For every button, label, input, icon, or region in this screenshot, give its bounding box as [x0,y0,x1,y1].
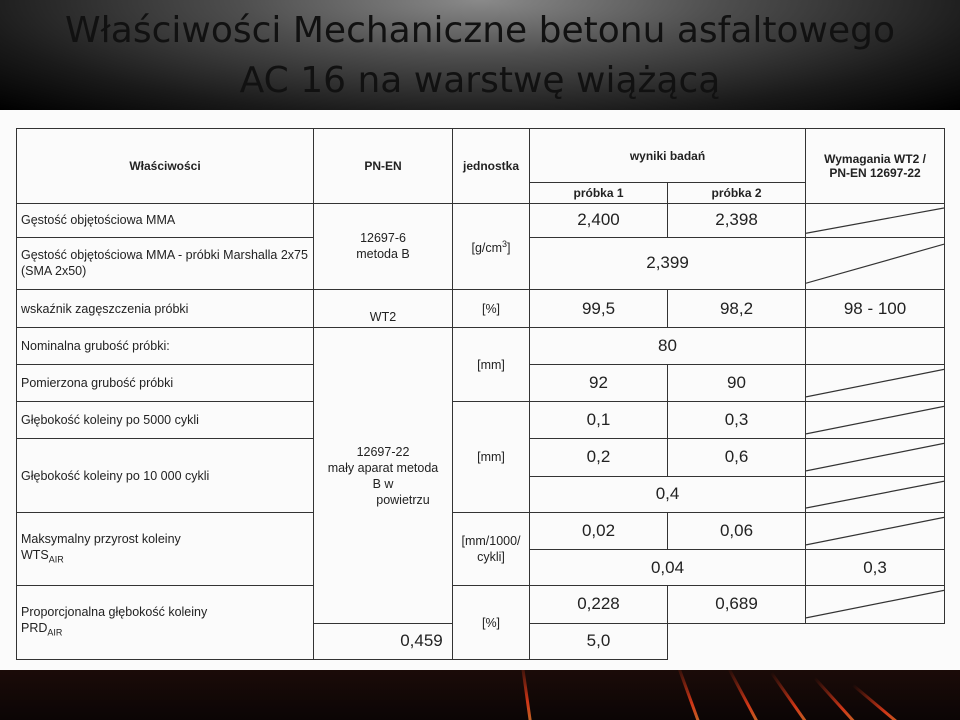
slide-title [0,6,960,106]
value-r5-p2: 90 [668,364,806,401]
light-streak [770,672,813,720]
decorative-bottom-band [0,670,960,720]
req-empty-r6 [806,402,945,439]
value-r2-avg: 2,399 [530,237,806,289]
header-probka-2: próbka 2 [668,183,806,203]
value-r9-avg: 0,459 [314,623,530,659]
value-r9-p2: 0,689 [668,586,806,623]
req-empty-r2 [806,237,945,289]
req-empty-r5 [806,364,945,401]
header-pn-en: PN-EN [314,129,453,204]
row-label-pomierzona: Pomierzona grubość próbki [17,364,314,401]
light-streak [520,670,533,720]
standard-12697-22-line4: powietrzu [376,492,430,507]
row-label-prd-air [17,586,314,660]
header-probka-1: próbka 1 [530,183,668,203]
req-empty-r9 [806,586,945,623]
unit-rate-line1: [mm/1000/ [461,534,521,549]
req-r3: 98 - 100 [806,290,945,328]
light-streak [727,670,763,720]
unit-density-sup: 3 [502,239,508,250]
value-r8-p1: 0,02 [530,512,668,549]
prd-sub: AIR [47,627,63,638]
row-label-koleina-5000: Głębokość koleiny po 5000 cykli [17,402,314,439]
req-empty-r7b [806,476,945,512]
standard-12697-22-line1: 12697-22 [356,444,410,459]
value-r7-p2: 0,6 [668,439,806,476]
header-wymagania [806,129,945,204]
header-wymagania-line2: PN-EN 12697-22 [829,165,921,180]
req-r9: 5,0 [530,623,668,659]
row-label-wts-air [17,512,314,586]
unit-percent: [%] [453,290,530,328]
diagonal-slash [806,204,944,237]
req-empty-r1 [806,203,945,237]
row-label-gestosc-mma: Gęstość objętościowa MMA [17,203,314,237]
light-streak [814,677,863,720]
value-r6-p2: 0,3 [668,402,806,439]
req-empty-r8 [806,512,945,549]
properties-table [16,128,945,660]
row-label-wts-air-line1: Maksymalny przyrost koleiny [21,531,181,546]
row-label-prd-air-line2 [21,620,309,641]
unit-rate-line2: cykli] [477,550,505,565]
standard-12697-6-line1: 12697-6 [360,231,406,246]
value-r4-avg: 80 [530,328,806,364]
req-empty-r7a [806,439,945,476]
req-r8: 0,3 [806,550,945,586]
standard-12697-22-line2: mały aparat metoda [327,460,439,475]
standard-12697-6 [314,203,453,290]
value-r1-p1: 2,400 [530,203,668,237]
value-r8-p2: 0,06 [668,512,806,549]
row-label-wts-air-line2 [21,547,309,568]
value-r3-p2: 98,2 [668,290,806,328]
light-streak [676,670,703,720]
row-label-koleina-10000: Głębokość koleiny po 10 000 cykli [17,439,314,513]
diagonal-slash [806,513,944,549]
row-label-prd-air-line1: Proporcjonalna głębokość koleiny [21,605,208,620]
unit-mm-per-1000-cykli [453,512,530,586]
diagonal-slash [806,439,944,475]
unit-density [453,203,530,290]
unit-mm: [mm] [453,328,530,402]
wts-sub: AIR [48,554,64,565]
header-wlasciwosci: Właściwości [17,129,314,204]
slide-title-line1: Właściwości Mechaniczne betonu asfaltowego [64,10,896,51]
prd-text: PRD [21,621,48,636]
unit-percent-2: [%] [453,586,530,660]
diagonal-slash [806,402,944,438]
header-jednostka: jednostka [453,129,530,204]
row-label-nominalna: Nominalna grubość próbki: [17,328,314,364]
value-r3-p1: 99,5 [530,290,668,328]
row-label-gestosc-marshall: Gęstość objętościowa MMA - próbki Marshalla 2x75 (SMA 2x50) [17,237,314,289]
standard-12697-22 [314,328,453,623]
header-wyniki-badan: wyniki badań [530,129,806,183]
value-r9-p1: 0,228 [530,586,668,623]
value-r8-avg: 0,04 [530,550,806,586]
value-r7-avg: 0,4 [530,476,806,512]
value-r7-p1: 0,2 [530,439,668,476]
standard-12697-6-line2: metoda B [356,247,410,262]
slide-title-line2: AC 16 na warstwę wiążącą [239,60,721,101]
unit-density-end: ] [507,241,511,256]
diagonal-slash [806,365,944,401]
unit-mm-2: [mm] [453,402,530,513]
wts-text: WTS [21,547,49,562]
value-r5-p1: 92 [530,364,668,401]
light-streak [852,684,908,720]
row-label-wskaznik: wskaźnik zagęszczenia próbki [17,290,314,328]
value-r1-p2: 2,398 [668,203,806,237]
diagonal-slash [806,477,944,512]
diagonal-slash [806,238,944,289]
value-r6-p1: 0,1 [530,402,668,439]
standard-12697-22-line3: B w [372,476,394,491]
unit-density-text: [g/cm [471,241,503,256]
req-empty-r4 [806,328,945,364]
diagonal-slash [806,586,944,622]
header-wymagania-line1: Wymagania WT2 / [824,151,926,166]
standard-wt2: WT2 [314,290,453,328]
